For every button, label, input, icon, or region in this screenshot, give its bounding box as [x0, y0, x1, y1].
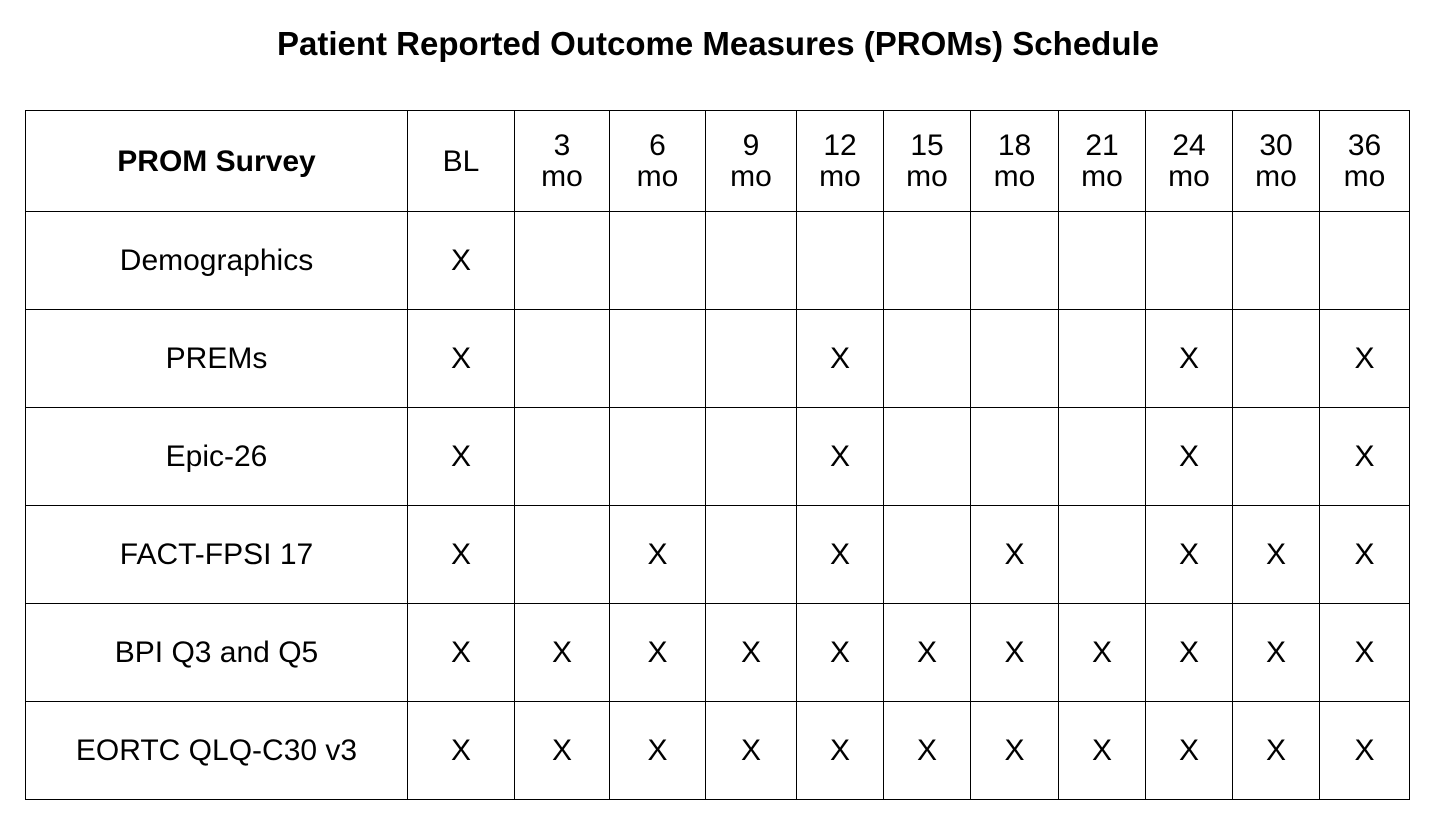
timepoint-header	[797, 111, 884, 212]
timepoint-header	[1233, 111, 1320, 212]
schedule-cell: X	[1146, 604, 1233, 702]
timepoint-label: 12	[823, 129, 857, 162]
schedule-cell	[515, 408, 610, 506]
table-row	[26, 506, 1410, 604]
schedule-cell: X	[706, 604, 797, 702]
timepoint-unit: mo	[730, 160, 772, 193]
survey-name-cell: Epic-26	[26, 408, 408, 506]
schedule-cell: X	[797, 408, 884, 506]
schedule-cell: X	[408, 506, 515, 604]
schedule-cell	[1059, 212, 1146, 310]
timepoint-unit: mo	[1343, 160, 1386, 193]
schedule-cell: X	[1233, 604, 1320, 702]
schedule-cell: X	[610, 702, 706, 800]
table-row	[26, 604, 1410, 702]
schedule-cell: X	[1146, 702, 1233, 800]
timepoint-header	[408, 111, 515, 212]
schedule-cell: X	[610, 604, 706, 702]
schedule-cell: X	[408, 702, 515, 800]
schedule-cell	[706, 310, 797, 408]
survey-name-cell: EORTC QLQ-C30 v3	[26, 702, 408, 800]
timepoint-label: 21	[1085, 129, 1119, 162]
timepoint-label: 36	[1347, 129, 1382, 162]
schedule-cell: X	[408, 310, 515, 408]
timepoint-label: 30	[1259, 129, 1293, 162]
schedule-cell: X	[515, 702, 610, 800]
schedule-cell: X	[610, 506, 706, 604]
schedule-cell	[797, 212, 884, 310]
timepoint-label: 18	[997, 129, 1032, 162]
timepoint-header	[515, 111, 610, 212]
schedule-cell	[515, 212, 610, 310]
table-row	[26, 408, 1410, 506]
schedule-cell: X	[408, 408, 515, 506]
timepoint-header	[971, 111, 1059, 212]
schedule-cell: X	[1233, 702, 1320, 800]
timepoint-header	[884, 111, 971, 212]
survey-column-header: PROM Survey	[26, 111, 408, 212]
timepoint-unit: mo	[541, 160, 583, 193]
schedule-cell	[1320, 212, 1410, 310]
schedule-cell: X	[971, 702, 1059, 800]
schedule-cell: X	[797, 310, 884, 408]
schedule-cell	[971, 212, 1059, 310]
survey-name-cell: FACT-FPSI 17	[26, 506, 408, 604]
timepoint-label: 24	[1172, 129, 1206, 162]
schedule-cell	[610, 212, 706, 310]
timepoint-unit: mo	[1168, 160, 1210, 193]
schedule-cell: X	[1059, 604, 1146, 702]
schedule-cell	[884, 506, 971, 604]
timepoint-label: 9	[742, 129, 760, 162]
timepoint-header	[1146, 111, 1233, 212]
schedule-cell	[515, 310, 610, 408]
schedule-cell: X	[1059, 702, 1146, 800]
schedule-cell	[706, 506, 797, 604]
schedule-cell: X	[1320, 310, 1410, 408]
timepoint-label: 3	[553, 129, 571, 162]
table-row	[26, 702, 1410, 800]
timepoint-unit: mo	[1255, 160, 1297, 193]
page-title: Patient Reported Outcome Measures (PROMs) Schedule	[276, 25, 1160, 62]
schedule-cell	[971, 408, 1059, 506]
schedule-cell: X	[797, 604, 884, 702]
schedule-cell	[610, 408, 706, 506]
timepoint-label: 15	[910, 129, 944, 162]
timepoint-unit: mo	[1081, 160, 1123, 193]
timepoint-unit: mo	[819, 160, 861, 193]
schedule-cell: X	[971, 506, 1059, 604]
schedule-cell	[884, 310, 971, 408]
schedule-cell: X	[1320, 506, 1410, 604]
schedule-cell: X	[1320, 408, 1410, 506]
schedule-cell: X	[706, 702, 797, 800]
schedule-cell: X	[1320, 604, 1410, 702]
schedule-cell	[1059, 506, 1146, 604]
schedule-body	[26, 212, 1410, 800]
schedule-cell	[884, 212, 971, 310]
timepoint-header	[1320, 111, 1410, 212]
schedule-cell: X	[884, 702, 971, 800]
schedule-cell	[1146, 212, 1233, 310]
schedule-cell	[1233, 212, 1320, 310]
schedule-cell: X	[1146, 310, 1233, 408]
schedule-cell	[610, 310, 706, 408]
proms-schedule-table	[25, 110, 1410, 800]
timepoint-unit: mo	[906, 160, 948, 193]
schedule-cell: X	[797, 702, 884, 800]
survey-name-cell: PREMs	[26, 310, 408, 408]
schedule-cell: X	[971, 604, 1059, 702]
schedule-cell	[1233, 310, 1320, 408]
survey-name-cell: Demographics	[26, 212, 408, 310]
schedule-cell	[706, 408, 797, 506]
schedule-cell	[1059, 310, 1146, 408]
schedule-cell: X	[884, 604, 971, 702]
schedule-cell: X	[408, 212, 515, 310]
timepoint-header	[610, 111, 706, 212]
header-row	[26, 111, 1410, 212]
schedule-cell	[971, 310, 1059, 408]
schedule-cell: X	[408, 604, 515, 702]
survey-name-cell: BPI Q3 and Q5	[26, 604, 408, 702]
schedule-cell: X	[1233, 506, 1320, 604]
timepoint-label: BL	[442, 144, 480, 178]
timepoint-unit: mo	[636, 160, 679, 193]
schedule-cell: X	[1320, 702, 1410, 800]
timepoint-unit: mo	[993, 160, 1036, 193]
timepoint-label: 6	[649, 129, 666, 162]
schedule-cell: X	[797, 506, 884, 604]
schedule-cell	[884, 408, 971, 506]
timepoint-header	[1059, 111, 1146, 212]
table-row	[26, 310, 1410, 408]
table-row	[26, 212, 1410, 310]
schedule-cell: X	[515, 604, 610, 702]
schedule-cell: X	[1146, 506, 1233, 604]
timepoint-header	[706, 111, 797, 212]
schedule-cell: X	[1146, 408, 1233, 506]
schedule-cell	[515, 506, 610, 604]
schedule-cell	[1059, 408, 1146, 506]
schedule-cell	[706, 212, 797, 310]
schedule-cell	[1233, 408, 1320, 506]
